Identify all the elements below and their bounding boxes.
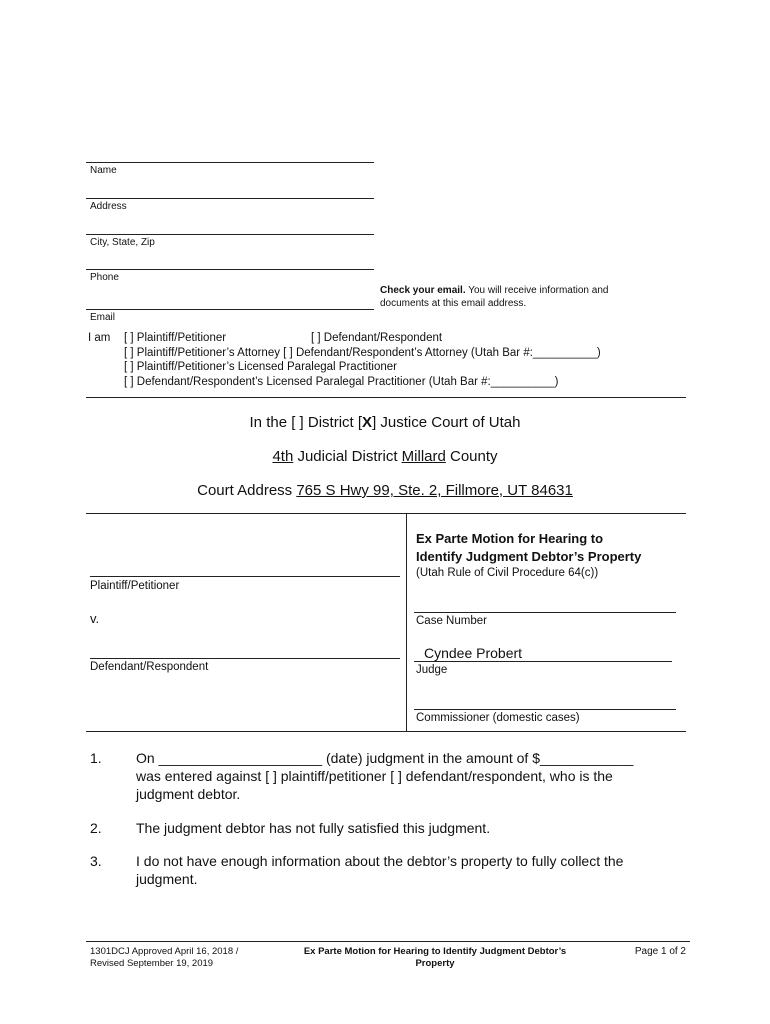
judge-label: Judge	[416, 664, 448, 676]
caption-vertical-divider	[406, 513, 407, 731]
defendant-line	[90, 658, 400, 659]
footer-page-number: Page 1 of 2	[634, 946, 686, 957]
check-email-bold: Check your email.	[380, 285, 466, 296]
versus-label: v.	[90, 611, 100, 626]
district-number: 4th	[272, 448, 294, 465]
court-address-value: 765 S Hwy 99, Ste. 2, Fillmore, UT 84631	[296, 482, 573, 499]
check-email-text2: documents at this email address.	[380, 298, 527, 309]
case-number-line	[414, 612, 676, 613]
footer-revised: Revised September 19, 2019	[90, 958, 214, 969]
name-label: Name	[90, 165, 117, 176]
item-1-number: 1.	[90, 750, 102, 766]
check-email-text: You will receive information and	[465, 285, 609, 296]
item-1-line3: judgment debtor.	[136, 786, 241, 802]
i-am-plaintiff: [ ] Plaintiff/Petitioner	[124, 332, 227, 344]
district-text: Judicial District	[293, 448, 402, 465]
caption-top-border	[86, 513, 686, 514]
judicial-district-line	[0, 448, 770, 465]
address-label: Address	[90, 201, 127, 212]
i-am-attorney-row: [ ] Plaintiff/Petitioner’s Attorney [ ] Defendant/Respondent’s Attorney (Utah Bar #:__________)	[124, 347, 601, 359]
item-1-line1: On _____________________ (date) judgment in the amount of $____________	[136, 750, 634, 766]
caption-bottom-border	[86, 731, 686, 732]
court-address-line	[0, 482, 770, 499]
email-label: Email	[90, 312, 116, 323]
plaintiff-line	[90, 576, 400, 577]
court-type-post: ] Justice Court of Utah	[372, 414, 521, 431]
commissioner-line	[414, 709, 676, 710]
i-am-label: I am	[88, 332, 111, 344]
city-label: City, State, Zip	[90, 237, 155, 248]
footer-title-line2: Property	[415, 958, 455, 969]
item-3-line2: judgment.	[136, 871, 198, 887]
county-name: Millard	[401, 448, 446, 465]
i-am-plaintiff-lpp: [ ] Plaintiff/Petitioner’s Licensed Paralegal Practitioner	[124, 361, 397, 373]
defendant-label: Defendant/Respondent	[90, 661, 209, 673]
motion-title-line1: Ex Parte Motion for Hearing to	[416, 531, 604, 546]
commissioner-label: Commissioner (domestic cases)	[416, 712, 580, 724]
email-line	[86, 309, 374, 310]
header-divider	[86, 397, 686, 398]
item-3-number: 3.	[90, 853, 102, 869]
footer-divider	[86, 941, 690, 942]
court-type-pre: In the [ ] District [	[249, 414, 363, 431]
i-am-defendant: [ ] Defendant/Respondent	[311, 332, 443, 344]
county-word: County	[445, 448, 498, 465]
phone-line	[86, 269, 374, 270]
footer-form-id: 1301DCJ Approved April 16, 2018 /	[90, 946, 239, 957]
court-type-line	[0, 414, 770, 431]
item-2-line1: The judgment debtor has not fully satisfied this judgment.	[136, 820, 491, 836]
case-number-label: Case Number	[416, 615, 487, 627]
court-type-x: X	[362, 414, 373, 431]
motion-title-line2: Identify Judgment Debtor’s Property	[416, 549, 642, 564]
city-line	[86, 234, 374, 235]
phone-label: Phone	[90, 272, 119, 283]
check-email-note	[380, 285, 608, 296]
motion-rule: (Utah Rule of Civil Procedure 64(c))	[416, 567, 599, 579]
footer-title-line1: Ex Parte Motion for Hearing to Identify Judgment Debtor’s	[303, 946, 567, 957]
plaintiff-label: Plaintiff/Petitioner	[90, 580, 180, 592]
item-2-number: 2.	[90, 820, 102, 836]
name-line	[86, 162, 374, 163]
item-3-line1: I do not have enough information about the debtor’s property to fully collect the	[136, 853, 624, 869]
i-am-defendant-lpp: [ ] Defendant/Respondent’s Licensed Paralegal Practitioner (Utah Bar #:__________)	[124, 376, 559, 388]
judge-name: Cyndee Probert	[424, 645, 523, 661]
court-address-label: Court Address	[197, 482, 297, 499]
judge-line	[414, 661, 672, 662]
address-line	[86, 198, 374, 199]
item-1-line2: was entered against [ ] plaintiff/petitioner [ ] defendant/respondent, who is the	[136, 768, 613, 784]
